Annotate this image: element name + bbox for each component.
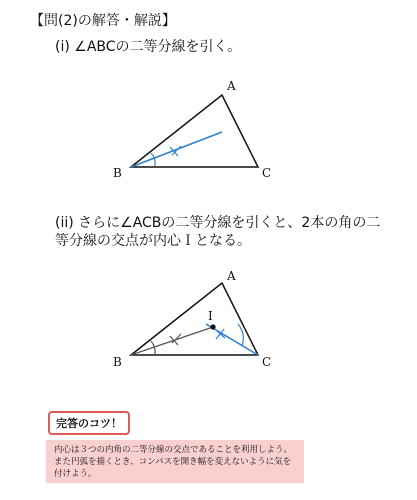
vertex-b-label-2: B: [113, 355, 122, 369]
arc-cross-mark-b: [170, 334, 181, 345]
vertex-c-label: C: [262, 166, 272, 180]
vertex-a-label-2: A: [227, 269, 236, 283]
bisector-b-2: [131, 327, 213, 355]
incenter-label: I: [208, 309, 213, 323]
tip-text-box: 内心は３つの内角の二等分線の交点であることを利用しよう。また円弧を描くとき、コンパスを開き幅を変えないように気を付けよう。: [46, 440, 304, 483]
vertex-c-label-2: C: [262, 355, 272, 369]
vertex-a-label: A: [227, 79, 236, 93]
tip-badge: 完答のコツ！: [48, 411, 130, 435]
section-header: 【問(2)の解答・解説】: [30, 13, 176, 29]
vertex-b-label: B: [113, 166, 122, 180]
incenter-point: [210, 324, 215, 329]
step-2-text: (ii) さらに∠ACBの二等分線を引くと、2本の角の二等分線の交点が内心Ｉとなる。: [55, 215, 381, 249]
step-1-text: (i) ∠ABCの二等分線を引く。: [55, 39, 242, 55]
